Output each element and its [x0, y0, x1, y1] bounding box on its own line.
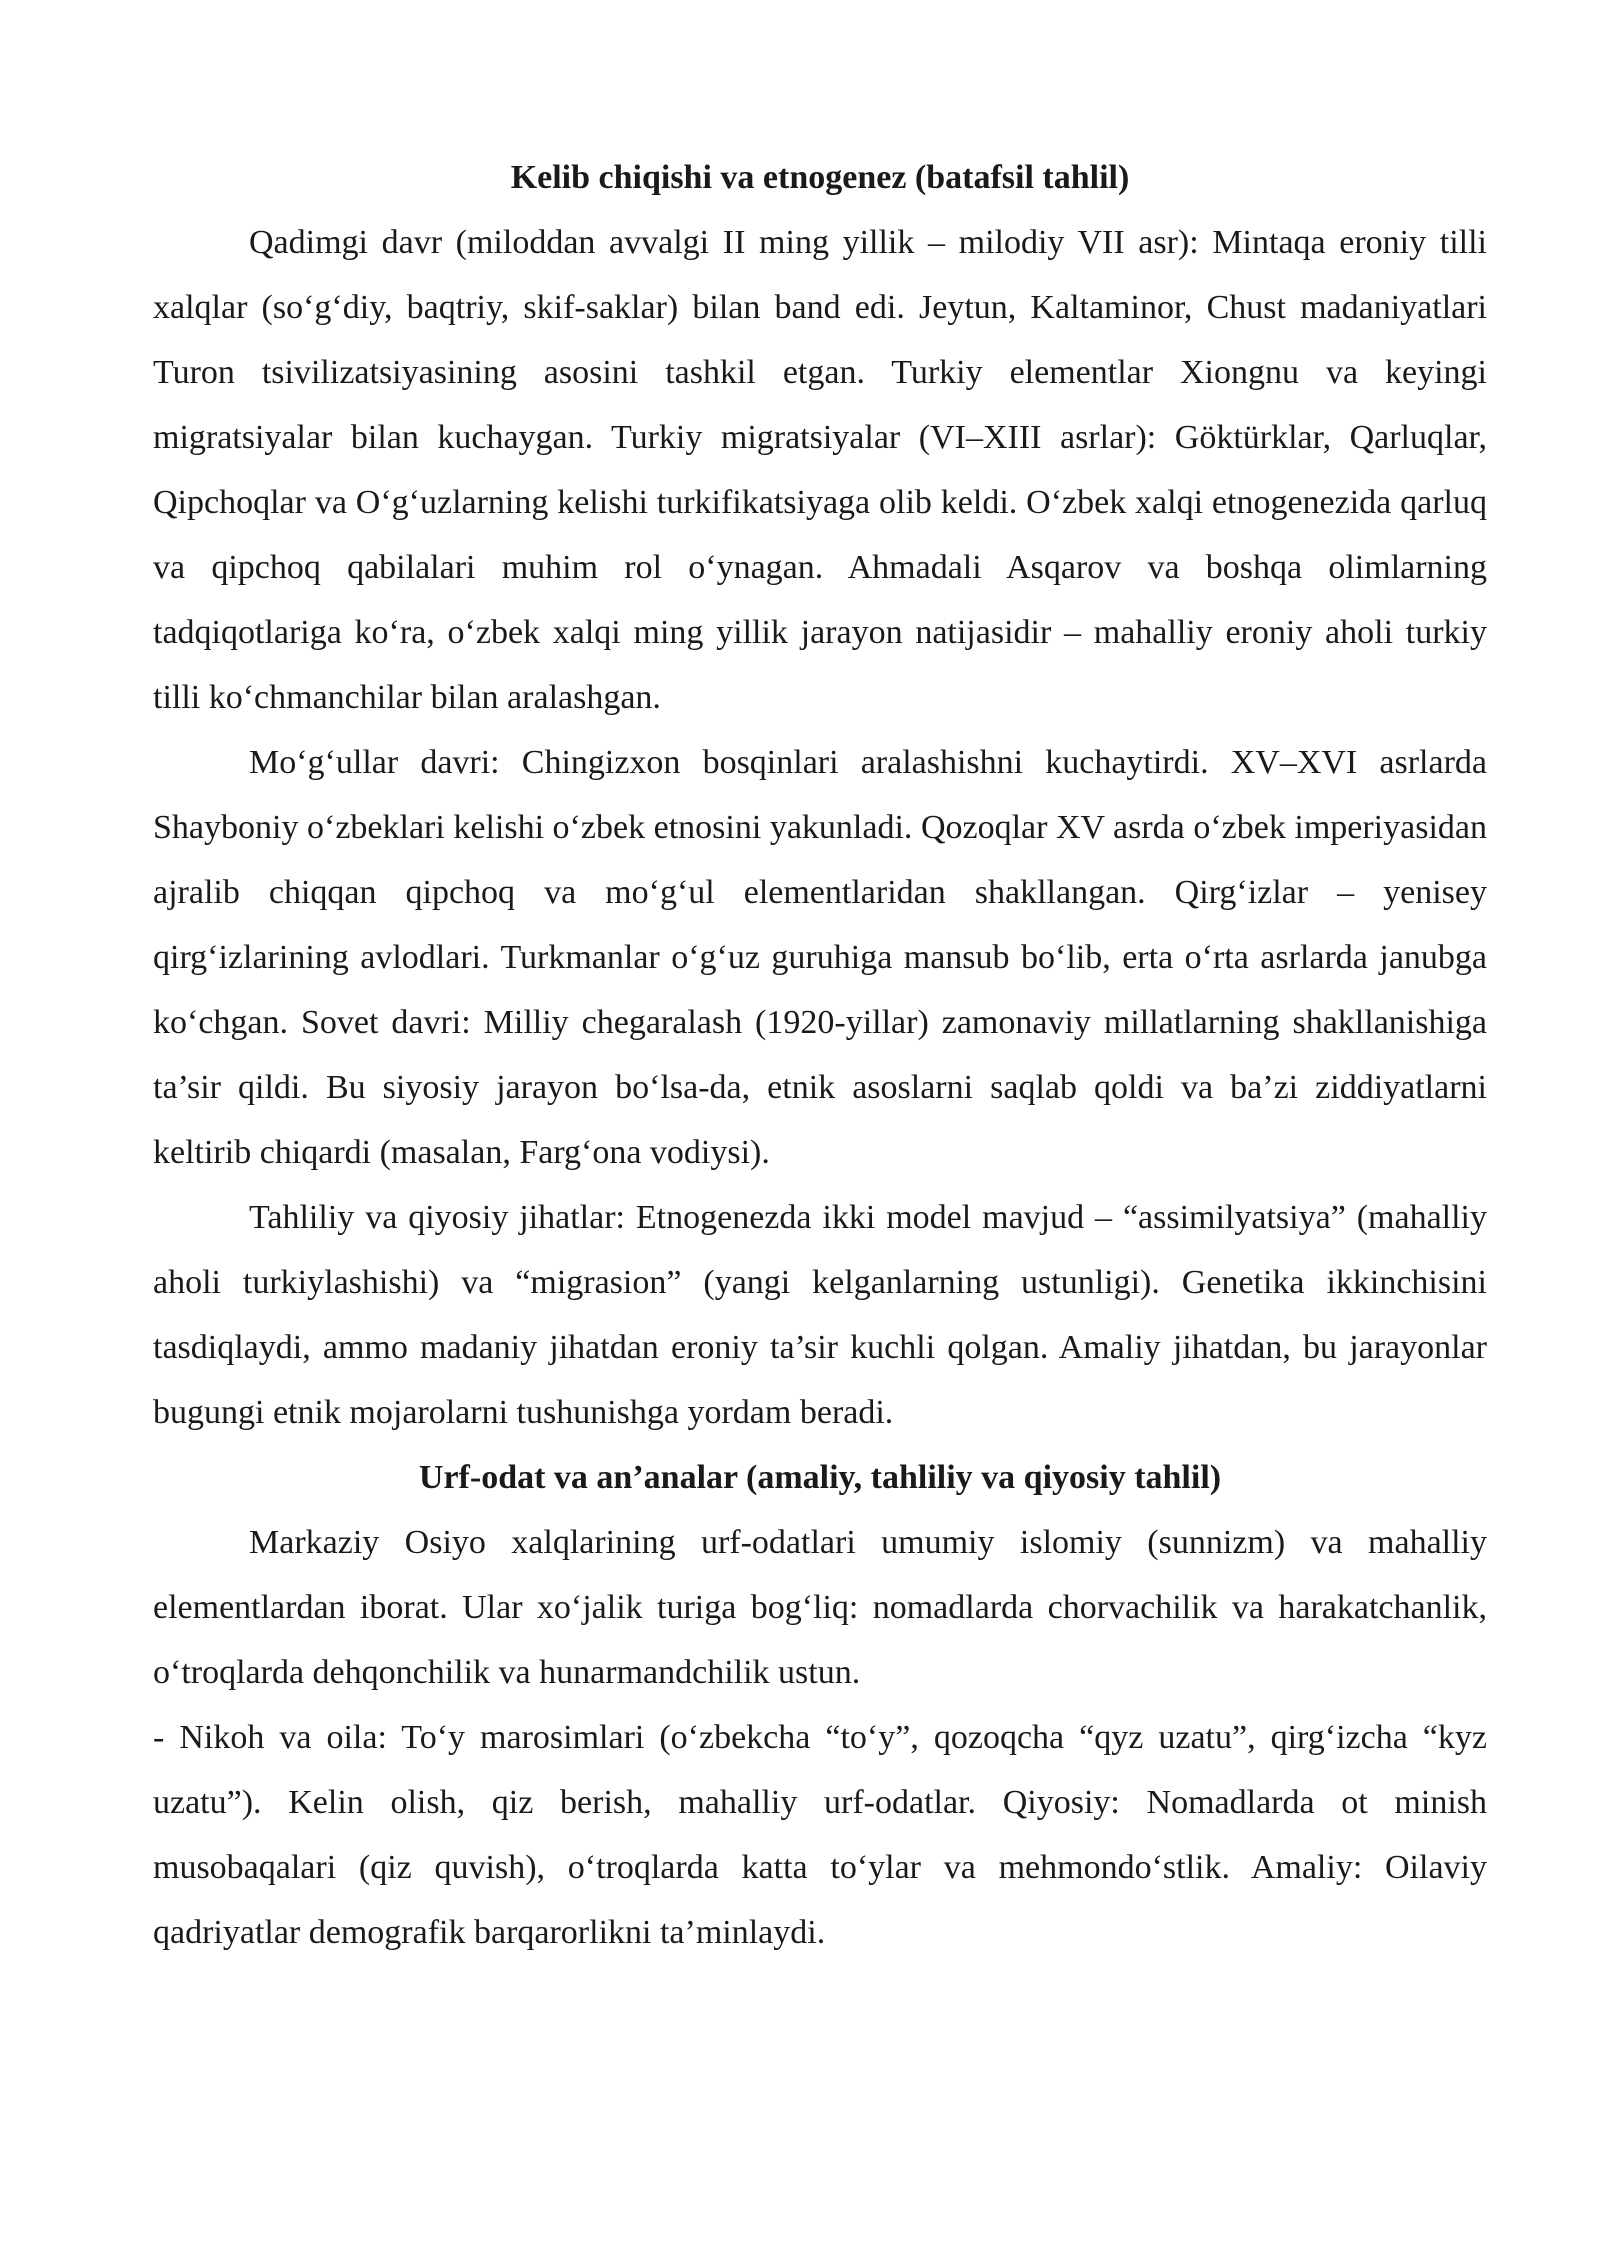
paragraph-traditions-intro: Markaziy Osiyo xalqlarining urf-odatlari umumiy islomiy (sunnizm) va mahalliy elementlardan iborat. Ular xo‘jalik turiga bog‘liq: nomadlarda chorvachilik va harakatchanlik, o‘troqlarda dehqonchilik va hunarmandchilik ustun. [153, 1524, 1487, 1691]
paragraph-mongol-period: Mo‘g‘ullar davri: Chingizxon bosqinlari aralashishni kuchaytirdi. XV–XVI asrlarda Shayboniy o‘zbeklari kelishi o‘zbek etnosini yakunladi. Qozoqlar XV asrda o‘zbek imperiyasidan ajralib chiqqan qipchoq va mo‘g‘ul elementlaridan shakllangan. Qirg‘izlar – yenisey qirg‘izlarining avlodlari. Turkmanlar o‘g‘uz guruhiga mansub bo‘lib, erta o‘rta asrlarda janubga ko‘chgan. Sovet davri: Milliy chegaralash (1920-yillar) zamonaviy millatlarning shakllanishiga ta’sir qildi. Bu siyosiy jarayon bo‘lsa-da, etnik asoslarni saqlab qoldi va ba’zi ziddiyatlarni keltirib chiqardi (masalan, Farg‘ona vodiysi). [153, 744, 1487, 1171]
section-heading-origin: Kelib chiqishi va etnogenez (batafsil tahlil) [510, 159, 1130, 196]
paragraph-analytical-aspects: Tahliliy va qiyosiy jihatlar: Etnogenezda ikki model mavjud – “assimilyatsiya” (mahalliy aholi turkiylashishi) va “migrasion” (yangi kelganlarning ustunligi). Genetika ikkinchisini tasdiqlaydi, ammo madaniy jihatdan eroniy ta’sir kuchli qolgan. Amaliy jihatdan, bu jarayonlar bugungi etnik mojarolarni tushunishga yordam beradi. [153, 1199, 1487, 1431]
document-page [153, 145, 1487, 1965]
section-heading-traditions: Urf-odat va an’analar (amaliy, tahliliy va qiyosiy tahlil) [418, 1459, 1222, 1496]
paragraph-ancient-period: Qadimgi davr (miloddan avvalgi II ming yillik – milodiy VII asr): Mintaqa eroniy tilli xalqlar (so‘g‘diy, baqtriy, skif-saklar) bilan band edi. Jeytun, Kaltaminor, Chust madaniyatlari Turon tsivilizatsiyasining asosini tashkil etgan. Turkiy elementlar Xiongnu va keyingi migratsiyalar bilan kuchaygan. Turkiy migratsiyalar (VI–XIII asrlar): Göktürklar, Qarluqlar, Qipchoqlar va O‘g‘uzlarning kelishi turkifikatsiyaga olib keldi. O‘zbek xalqi etnogenezida qarluq va qipchoq qabilalari muhim rol o‘ynagan. Ahmadali Asqarov va boshqa olimlarning tadqiqotlariga ko‘ra, o‘zbek xalqi ming yillik jarayon natijasidir – mahalliy eroniy aholi turkiy tilli ko‘chmanchilar bilan aralashgan. [153, 224, 1487, 716]
paragraph-marriage-family: - Nikoh va oila: To‘y marosimlari (o‘zbekcha “to‘y”, qozoqcha “qyz uzatu”, qirg‘izcha “kyz uzatu”). Kelin olish, qiz berish, mahalliy urf-odatlar. Qiyosiy: Nomadlarda ot minish musobaqalari (qiz quvish), o‘troqlarda katta to‘ylar va mehmondo‘stlik. Amaliy: Oilaviy qadriyatlar demografik barqarorlikni ta’minlaydi. [153, 1719, 1487, 1951]
